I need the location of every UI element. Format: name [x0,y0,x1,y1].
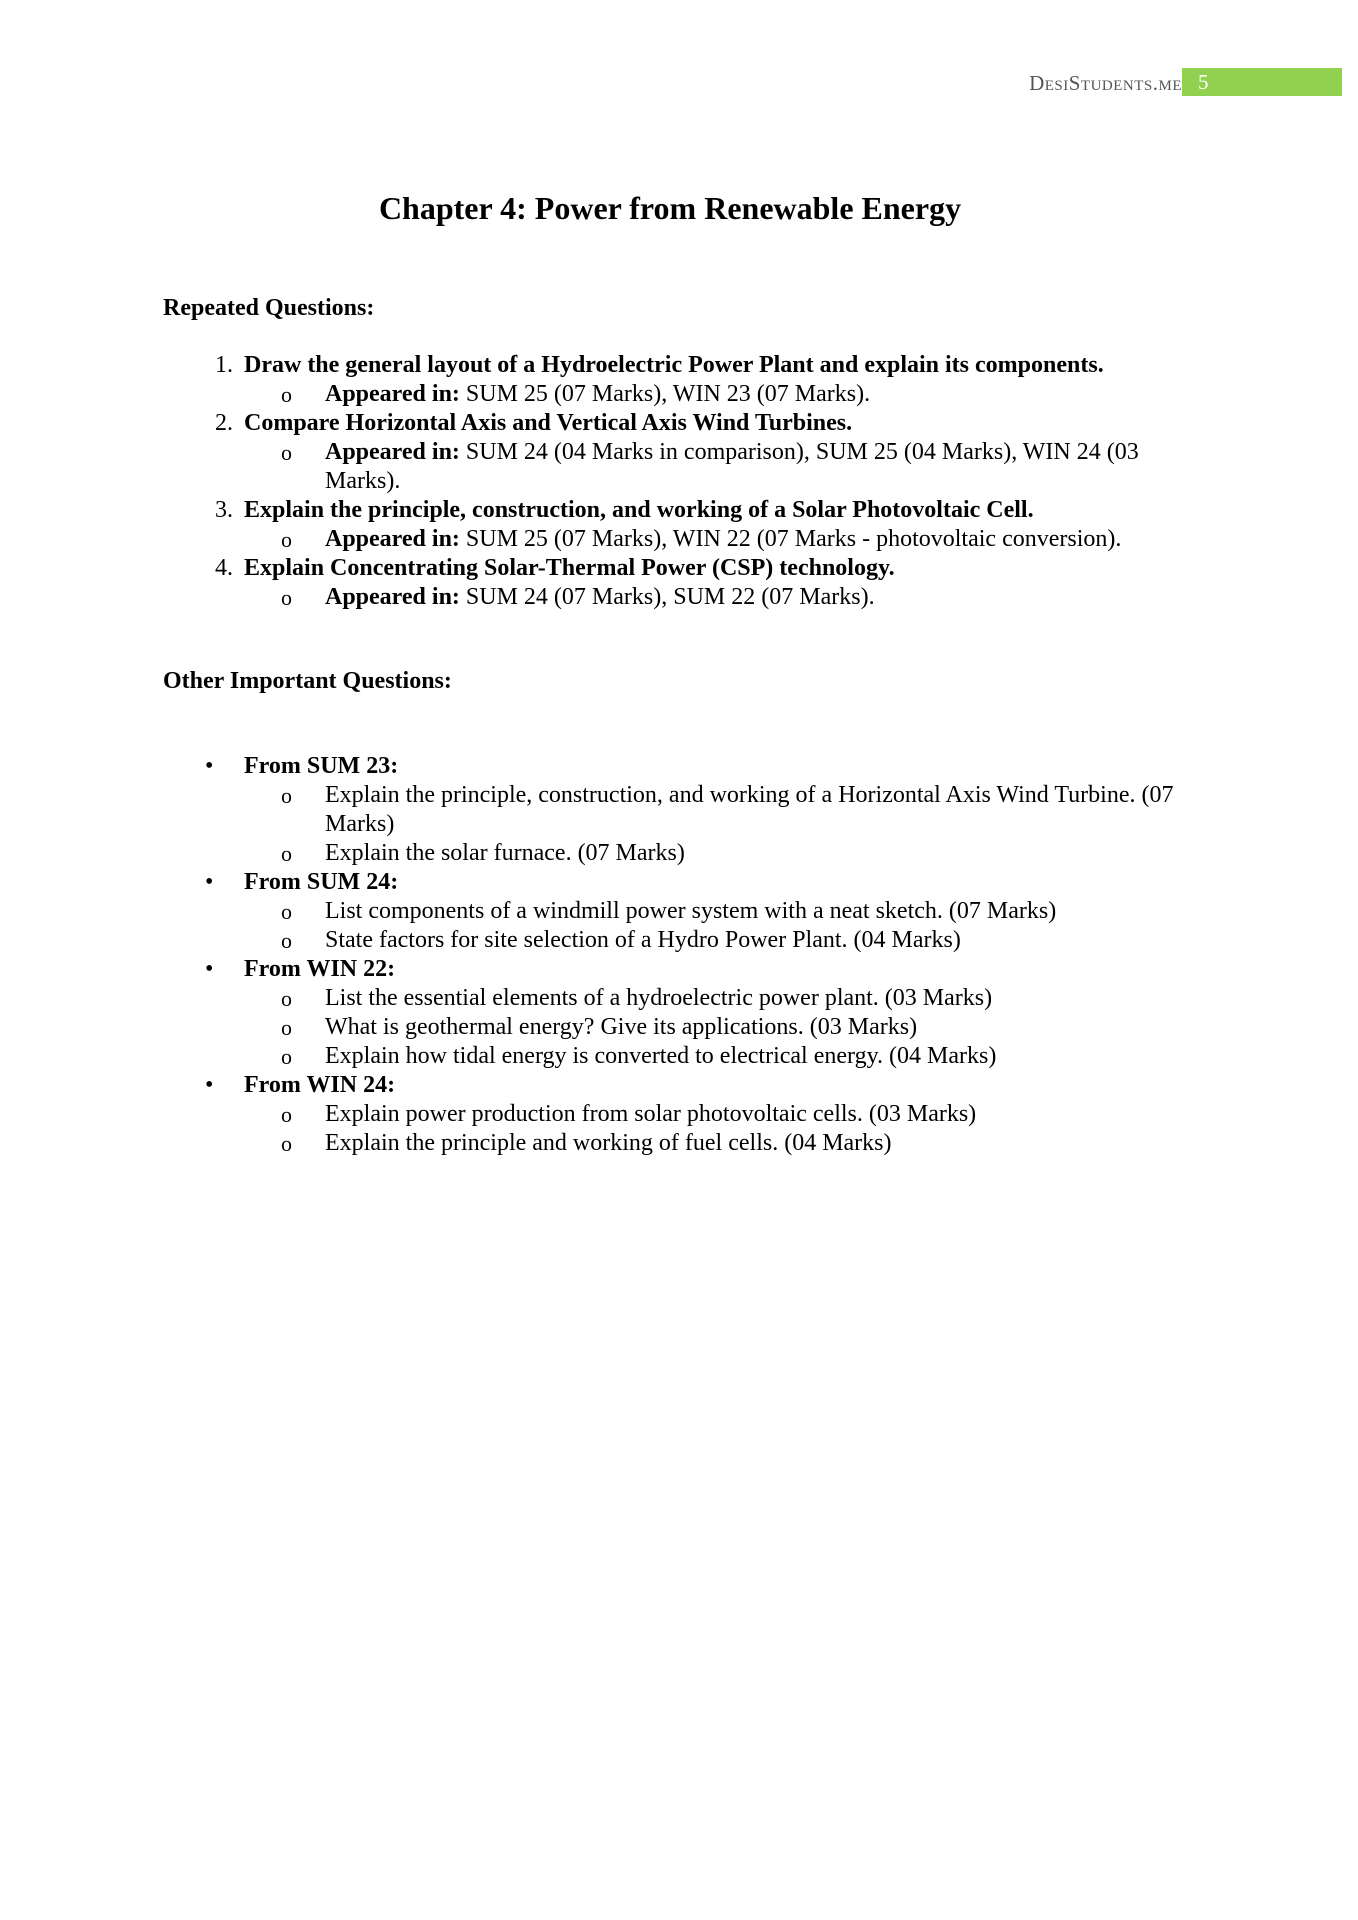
question-number: 3. [215,497,233,523]
appeared-text: SUM 25 (07 Marks), WIN 23 (07 Marks). [459,381,871,407]
group-label: From WIN 24: [244,1072,396,1098]
appeared-item [244,380,1193,409]
question-text: Explain power production from solar photovoltaic cells. (03 Marks) [325,1101,977,1127]
question-text: Explain Concentrating Solar-Thermal Power (CSP) technology. [244,555,895,581]
group-questions [244,781,1193,868]
appeared-item [244,583,1193,612]
question-number: 2. [215,410,233,436]
sub-bullet-icon: o [281,986,292,1011]
sub-bullet-icon: o [281,899,292,924]
question-text: List components of a windmill power system with a neat sketch. (07 Marks) [325,898,1057,924]
other-questions-list [163,752,1193,1158]
list-item [244,984,1193,1013]
sub-bullet-icon: o [281,440,292,465]
question-text: Compare Horizontal Axis and Vertical Axis Wind Turbines. [244,410,853,436]
question-text: Explain the principle, construction, and working of a Horizontal Axis Wind Turbine. (07 Marks) [325,782,1174,837]
question-text: Explain the principle and working of fuel cells. (04 Marks) [325,1130,892,1156]
bullet-icon: • [205,1072,214,1098]
question-text: State factors for site selection of a Hydro Power Plant. (04 Marks) [325,927,961,953]
appeared-text: SUM 24 (07 Marks), SUM 22 (07 Marks). [459,584,875,610]
appeared-item [244,525,1193,554]
appeared-label: Appeared in: [325,526,460,552]
list-item [244,1100,1193,1129]
question-number: 4. [215,555,233,581]
list-item [244,781,1193,839]
site-name: DesiStudents.me [1029,71,1182,95]
appeared-text: SUM 25 (07 Marks), WIN 22 (07 Marks - photovoltaic conversion). [459,526,1122,552]
question-text: Explain the principle, construction, and working of a Solar Photovoltaic Cell. [244,497,1034,523]
sub-bullet-icon: o [281,841,292,866]
other-questions-heading: Other Important Questions: [163,668,452,694]
page-number-box [1182,68,1342,96]
list-item [244,926,1193,955]
sub-bullet-icon: o [281,382,292,407]
group-label: From SUM 23: [244,753,399,779]
other-group-win22 [163,955,1193,1071]
group-questions [244,984,1193,1071]
chapter-title: Chapter 4: Power from Renewable Energy [378,190,962,226]
appeared-sublist [244,525,1193,554]
other-group-win24 [163,1071,1193,1158]
appeared-sublist [244,438,1193,496]
repeated-question-2 [163,409,1193,496]
sub-bullet-icon: o [281,1131,292,1156]
group-label: From SUM 24: [244,869,399,895]
question-text: What is geothermal energy? Give its applications. (03 Marks) [325,1014,918,1040]
group-label: From WIN 22: [244,956,396,982]
question-text: Draw the general layout of a Hydroelectric Power Plant and explain its components. [244,352,1104,378]
repeated-question-1 [163,351,1193,409]
repeated-question-4 [163,554,1193,612]
repeated-questions-list [163,351,1193,612]
list-item [244,1129,1193,1158]
repeated-question-3 [163,496,1193,554]
question-text: List the essential elements of a hydroelectric power plant. (03 Marks) [325,985,993,1011]
appeared-label: Appeared in: [325,584,460,610]
list-item [244,1013,1193,1042]
list-item [244,839,1193,868]
bullet-icon: • [205,753,214,779]
sub-bullet-icon: o [281,585,292,610]
sub-bullet-icon: o [281,928,292,953]
appeared-label: Appeared in: [325,439,460,465]
other-group-sum23 [163,752,1193,868]
sub-bullet-icon: o [281,527,292,552]
repeated-questions-heading: Repeated Questions: [163,295,375,321]
appeared-text: SUM 24 (04 Marks in comparison), SUM 25 (04 Marks), WIN 24 (03 Marks). [325,439,1139,494]
sub-bullet-icon: o [281,1102,292,1127]
page-number: 5 [1198,70,1209,94]
appeared-sublist [244,380,1193,409]
list-item [244,897,1193,926]
sub-bullet-icon: o [281,1015,292,1040]
bullet-icon: • [205,956,214,982]
page-header [0,68,1358,98]
sub-bullet-icon: o [281,1044,292,1069]
group-questions [244,897,1193,955]
other-group-sum24 [163,868,1193,955]
sub-bullet-icon: o [281,783,292,808]
question-text: Explain the solar furnace. (07 Marks) [325,840,685,866]
question-text: Explain how tidal energy is converted to electrical energy. (04 Marks) [325,1043,997,1069]
list-item [244,1042,1193,1071]
appeared-label: Appeared in: [325,381,460,407]
question-number: 1. [215,352,233,378]
appeared-item [244,438,1193,496]
group-questions [244,1100,1193,1158]
appeared-sublist [244,583,1193,612]
bullet-icon: • [205,869,214,895]
